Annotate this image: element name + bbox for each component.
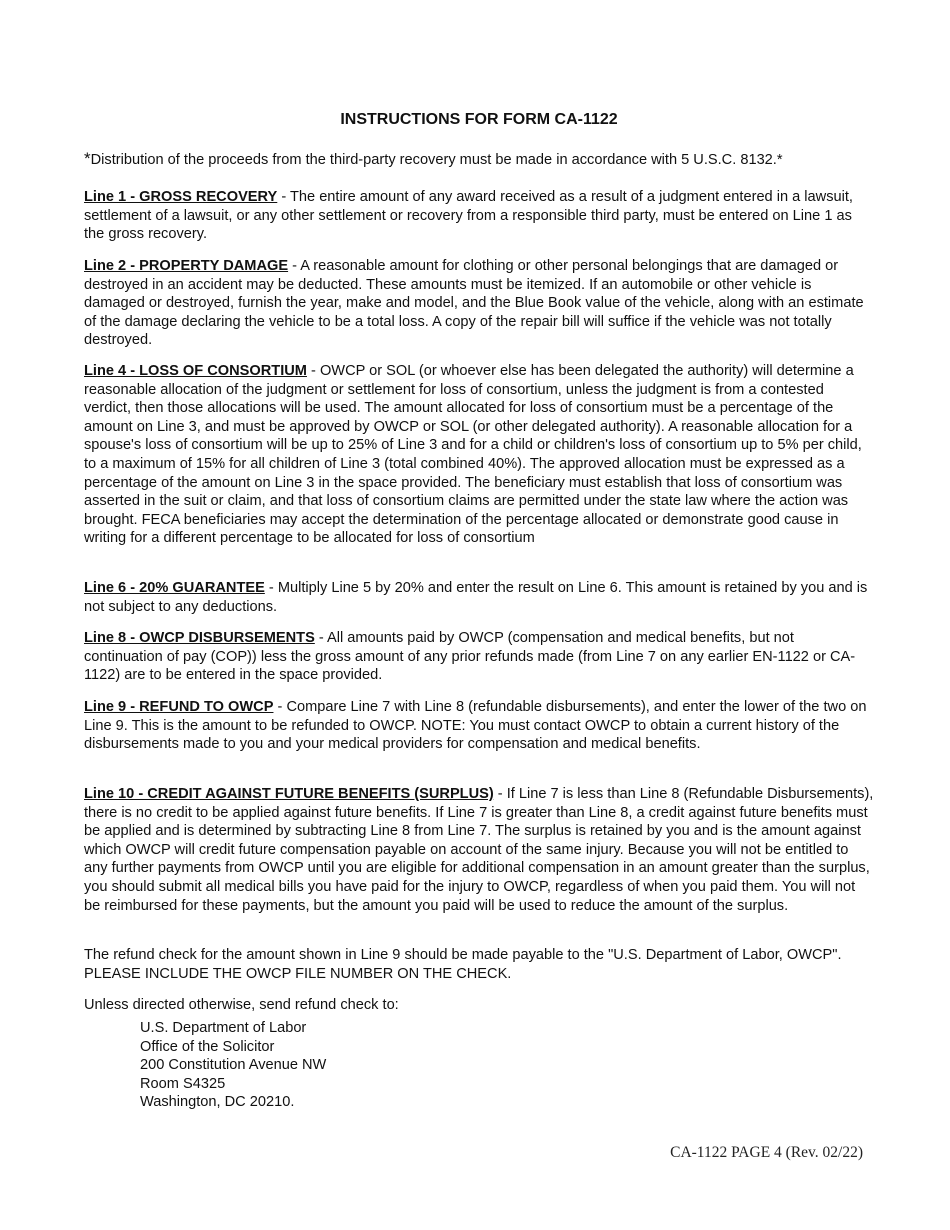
address-line: 200 Constitution Avenue NW: [140, 1057, 327, 1074]
address-line: U.S. Department of Labor: [140, 1020, 307, 1036]
page-footer: CA-1122 PAGE 4 (Rev. 02/22): [670, 1144, 863, 1161]
line-9-instruction: [84, 698, 874, 754]
line-10-instruction: [84, 785, 874, 915]
line-10-heading: Line 10 - CREDIT AGAINST FUTURE BENEFITS (SURPLUS): [84, 786, 494, 802]
line-1-instruction: [84, 188, 874, 244]
address-line: Room S4325: [140, 1075, 226, 1092]
line-8-instruction: [84, 629, 874, 685]
asterisk-mark: *: [84, 149, 91, 168]
mailing-address: [140, 1019, 326, 1112]
line-2-heading: Line 2 - PROPERTY DAMAGE: [84, 258, 289, 274]
line-1-text: - The entire amount of any award received as a result of a judgment entered in a lawsuit, settlement of a lawsuit, or any other settlement or recovery from a responsible third party, must be entered on Line 1 as the gross recovery.: [84, 189, 853, 243]
line-2-instruction: [84, 257, 874, 350]
distribution-note-text: Distribution of the proceeds from the third-party recovery must be made in accordance with 5 U.S.C. 8132.*: [90, 152, 783, 168]
page-title: INSTRUCTIONS FOR FORM CA-1122: [340, 111, 618, 128]
line-8-text: - All amounts paid by OWCP (compensation and medical benefits, but not continuation of pay (COP)) less the gross amount of any prior refunds made (from Line 7 on any earlier EN-1122 or CA-1122) are to be entered in the space provided.: [84, 630, 856, 684]
line-10-text: - If Line 7 is less than Line 8 (Refundable Disbursements), there is no credit to be applied against future benefits. If Line 7 is greater than Line 8, a credit against future benefits must be applied and is determined by subtracting Line 8 from Line 7. The surplus is retained by you and is the amount against which OWCP will credit future compensation payable on account of the same injury. Because you will not be entitled to any further payments from OWCP until you are eligible for additional compensation in an amount greater than the surplus, you should submit all medical bills you have paid for the injury to OWCP, regardless of when you paid them. You will not be reimbursed for these payments, but the amount you paid will be used to reduce the amount of the surplus.: [84, 786, 874, 914]
address-line: Washington, DC 20210.: [140, 1094, 295, 1111]
send-to-label: Unless directed otherwise, send refund check to:: [84, 997, 399, 1013]
line-6-text: - Multiply Line 5 by 20% and enter the result on Line 6. This amount is retained by you and is not subject to any deductions.: [84, 580, 868, 615]
line-4-text: - OWCP or SOL (or whoever else has been delegated the authority) will determine a reasonable allocation of the judgment or settlement for loss of consortium, unless the judgment is from a contested verdict, then those allocations will be used. The amount allocated for loss of consortium must be a percentage of the amount on Line 3, and must be approved by OWCP or SOL (or other delegated authority). A reasonable allocation for a spouse's loss of consortium will be up to 25% of Line 3 and for a child or children's loss of consortium up to 5% per child, to a maximum of 15% for all children of Line 3 (total combined 40%). The approved allocation must be expressed as a percentage of the amount on Line 3 in the space provided. The beneficiary must establish that loss of consortium was asserted in the suit or claim, and that loss of consortium claims are permitted under the state law where the action was brought. FECA beneficiaries may accept the determination of the percentage allocated or demonstrate good cause in writing for a different percentage to be allocated for loss of consortium: [84, 363, 862, 547]
line-6-instruction: [84, 579, 874, 616]
distribution-note: [84, 150, 874, 170]
line-8-heading: Line 8 - OWCP DISBURSEMENTS: [84, 630, 315, 646]
line-4-heading: Line 4 - LOSS OF CONSORTIUM: [84, 363, 307, 379]
line-6-heading: Line 6 - 20% GUARANTEE: [84, 580, 265, 596]
line-2-text: - A reasonable amount for clothing or other personal belongings that are damaged or destroyed in an accident may be deducted. These amounts must be itemized. If an automobile or other vehicle is damaged or destroyed, furnish the year, make and model, and the Blue Book value of the vehicle, along with an estimate of the damage declaring the vehicle to be a total loss. A copy of the repair bill will suffice if the vehicle was not totally destroyed.: [84, 258, 864, 349]
line-4-instruction: [84, 362, 874, 548]
line-1-heading: Line 1 - GROSS RECOVERY: [84, 189, 278, 205]
line-9-text: - Compare Line 7 with Line 8 (refundable disbursements), and enter the lower of the two on Line 9. This is the amount to be refunded to OWCP. NOTE: You must contact OWCP to obtain a current history of the disbursements made to you and your medical providers for compensation and medical benefits.: [84, 699, 867, 753]
address-line: Office of the Solicitor: [140, 1038, 275, 1055]
refund-check-instructions: The refund check for the amount shown in Line 9 should be made payable to the "U.S. Department of Labor, OWCP". PLEASE INCLUDE THE OWCP FILE NUMBER ON THE CHECK.: [84, 947, 842, 982]
line-9-heading: Line 9 - REFUND TO OWCP: [84, 699, 274, 715]
